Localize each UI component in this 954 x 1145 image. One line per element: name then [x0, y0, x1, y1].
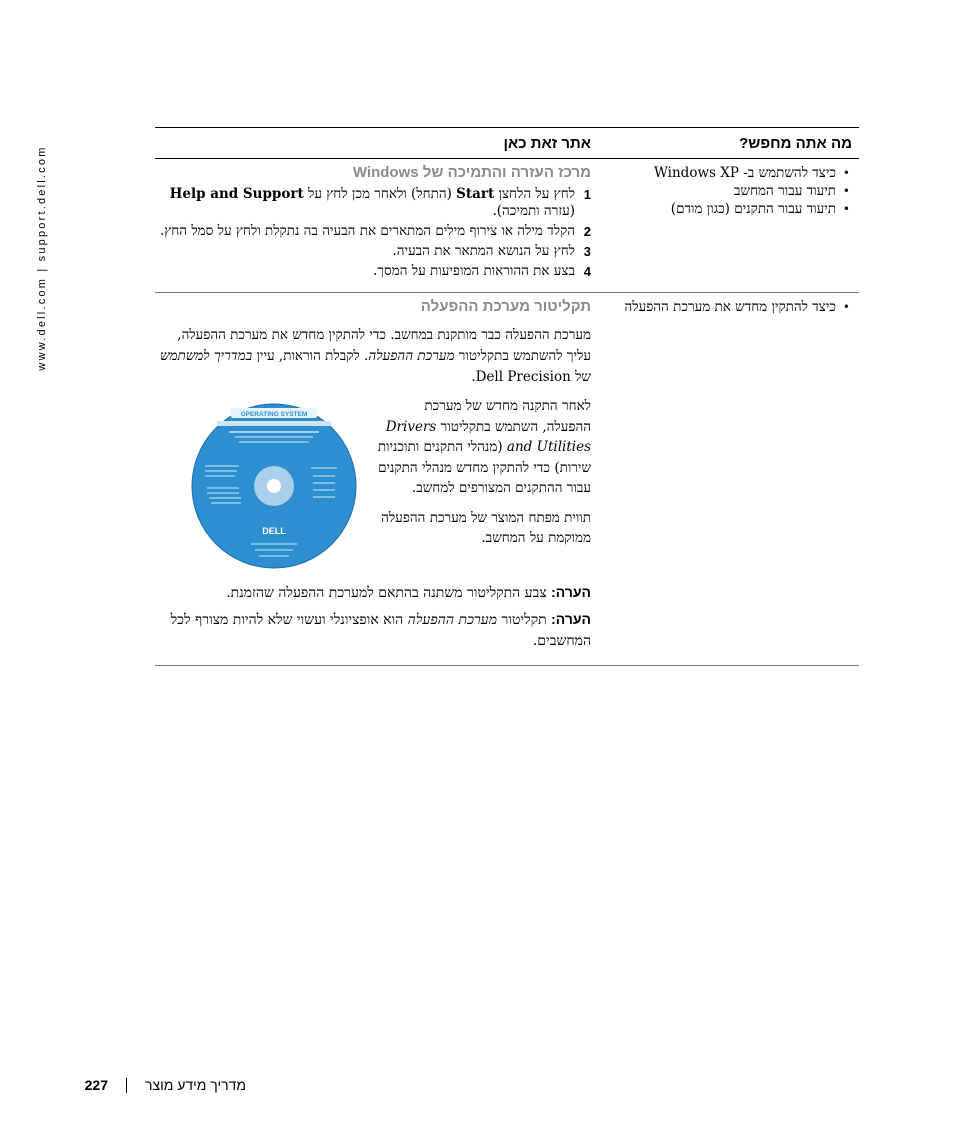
bullet-item: • תיעוד עבור המחשב [591, 182, 852, 200]
cd-banner-text: OPERATING SYSTEM [240, 411, 308, 418]
os-cd-paragraph: מערכת ההפעלה כבר מותקנת במחשב. כדי להתקין מחדש את מערכת ההפעלה, עליך להשתמש בתקליטור מערכת ההפעלה. לקבלת הוראות, עיין במדריך למשתמש של Dell Precision. [159, 327, 591, 385]
info-table [155, 127, 859, 666]
step-item: 4 בצע את ההוראות המופיעות על המסך. [373, 263, 591, 279]
steps-list [157, 186, 591, 280]
bullet-item: • כיצד להתקין מחדש את מערכת ההפעלה [591, 298, 852, 316]
side-url-text: www.dell.com | support.dell.com [36, 144, 48, 371]
cd-disc-icon [189, 396, 359, 576]
cd-paragraph-drivers: לאחר התקנה מחדש של מערכת ההפעלה, השתמש בתקליטור Drivers and Utilities (מנהלי התקנים ותוכניות שירות) כדי להתקין מחדש מנהלי התקנים עבור ההתקנים המצורפים למחשב. [377, 398, 591, 496]
row1-source [155, 159, 591, 292]
note-cd-optional: הערה: תקליטור מערכת ההפעלה הוא אופציונלי ועשוי שלא להיות מצורף לכל המחשבים. [170, 611, 591, 649]
table-header [155, 128, 859, 158]
step-item: 2 הקלד מילה או צירוף מילים המתארים את הבעיה בה נתקלת ולחץ על סמל החץ. [159, 223, 591, 239]
bullet-item: • כיצד להשתמש ב- Windows XP [591, 164, 852, 182]
cd-brand-logo: DELL [262, 526, 286, 536]
step-item: 1 לחץ על הלחצן Start (התחל) ולאחר מכן לחץ על Help and Support (עזרה ותמיכה). [169, 186, 591, 219]
page-footer [85, 1077, 246, 1093]
section-title-help-center: מרכז העזרה והתמיכה של Windows [352, 164, 591, 181]
footer-title: מדריך מידע מוצר [145, 1077, 246, 1093]
page-number: 227 [84, 1077, 108, 1093]
cd-hole [267, 479, 281, 493]
footer-separator [126, 1078, 127, 1093]
section-title-os-cd: תקליטור מערכת ההפעלה [420, 298, 591, 315]
cd-area [157, 396, 591, 576]
row2-topics [591, 293, 859, 665]
header-find-it-here: אתר זאת כאן [503, 134, 591, 152]
step-item: 3 לחץ על הנושא המתאר את הבעיה. [392, 243, 591, 259]
note-cd-color: הערה: צבע התקליטור משתנה בהתאם למערכת ההפעלה שהזמנת. [226, 584, 591, 601]
side-url [34, 125, 50, 390]
row1-topics [591, 159, 859, 292]
bullet-item: • תיעוד עבור התקנים (כגון מודם) [591, 200, 852, 218]
row2-source [155, 293, 591, 665]
header-what-looking-for: מה אתה מחפש? [739, 134, 852, 152]
cd-paragraph-product-key: תווית מפתח המוצר של מערכת ההפעלה ממוקמת על המחשב. [381, 509, 591, 546]
table-row-os-cd [155, 293, 859, 665]
cd-text [373, 396, 591, 558]
table-row-help-center [155, 159, 859, 292]
os-cd-image [189, 396, 359, 576]
table-bottom-rule [155, 665, 859, 666]
